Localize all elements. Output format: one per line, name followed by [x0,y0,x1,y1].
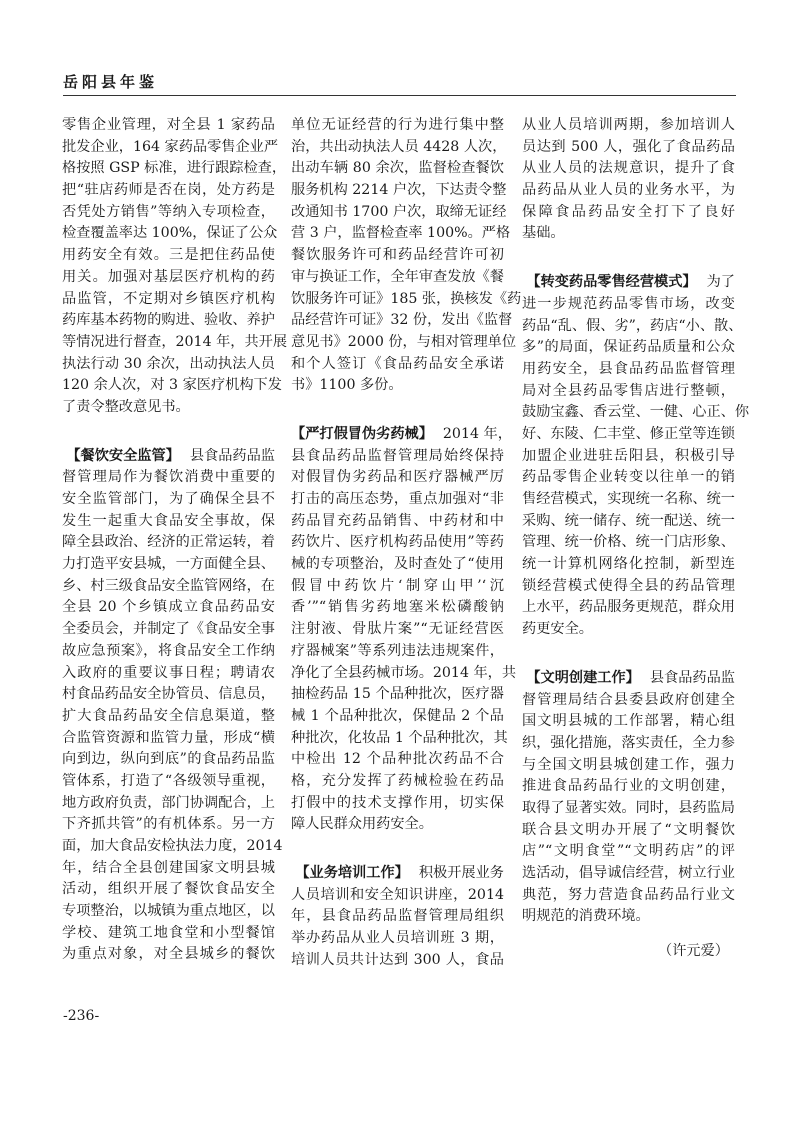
line-text: 零售企业管理，对全县 1 家药品 [62,117,275,133]
line-text: 统一计算机网络化控制，新型连 [522,556,735,573]
section-heading: 【业务培训工作】 [295,865,409,881]
text-line [522,885,735,907]
text-line [62,180,275,202]
line-text: 格按照 GSP 标准，进行跟踪检查， [62,160,287,177]
text-line [62,397,275,419]
text-line [62,901,275,923]
text-line [291,663,517,685]
line-text: 取得了显著实效。同时，县药监局 [522,799,735,816]
line-text: 对假冒伪劣药品和医疗器械严厉 [291,469,504,486]
text-line [291,375,504,397]
text-line [522,554,735,576]
column-1 [62,115,288,993]
text-line [62,115,275,137]
line-text: 多”的局面，保证药品质量和公众 [522,339,735,356]
line-text: 年，结合全县创建国家文明县城 [62,859,275,876]
line-text: 用药安全有效。三是把住药品使 [62,247,275,264]
line-text: 人员培训和安全知识讲座，2014 [291,886,504,903]
text-line [62,597,275,619]
text-line [62,245,275,267]
text-line [291,511,504,533]
text-line [291,332,517,354]
line-text: 了责令整改意见书。 [62,398,190,415]
line-text: 典范，努力营造食品药品行业文 [522,886,735,903]
line-text: 督管理局结合县委县政府创建全 [522,691,735,708]
text-line [62,467,275,489]
line-text: 故应急预案》，将食品安全工作纳 [62,642,275,659]
line-text: 员达到 500 人，强化了食品药品 [522,138,735,155]
line-text: 药更安全。 [522,621,593,638]
text-line [62,158,287,180]
line-text: 审与换证工作，全年审查发放《餐 [291,268,504,285]
line-text: 乡、村三级食品安全监管网络，在 [62,577,275,594]
paragraph [62,446,283,967]
line-text: 从业人员培训两期，参加培训人 [522,117,735,133]
text-line [62,310,275,332]
line-text: 与全国文明县城创建工作，强力 [522,756,735,773]
line-text: 入政府的重要议事日程；聘请农 [62,664,275,681]
text-line [291,863,504,885]
line-text: 用关。加强对基层医疗机构的药 [62,268,275,285]
line-text: 意见书》2000 份，与相对管理单位 [291,333,517,350]
paragraph [522,115,735,245]
line-text: 假冒中药饮片‘制穿山甲’‘沉 [291,577,504,594]
line-text: 售经营模式，实现统一名称、统一 [522,491,735,507]
line-text: 品监管，不定期对乡镇医疗机构 [62,290,275,307]
line-text: 店”“文明食堂”“文明药店”的评 [522,843,735,860]
text-line [291,532,504,554]
text-line [522,294,735,316]
text-line [62,793,275,815]
text-line [291,489,504,511]
page-number: -236- [63,1008,100,1024]
text-line [291,906,504,928]
line-text: 地方政府负责，部门协调配合，上 [62,794,275,811]
text-line [62,728,275,750]
text-line [522,115,735,137]
line-text: 检查覆盖率达 100%，保证了公众 [62,225,278,242]
line-text: 为重点对象，对全县城乡的餐饮 [62,946,275,963]
text-line [62,532,275,554]
line-text: 械 1 个品种批次，保健品 2 个品 [291,707,504,724]
text-line [291,641,504,663]
line-text: 种批次，化妆品 1 个品种批次，其 [291,729,508,746]
line-text: 抽检药品 15 个品种批次，医疗器 [291,686,504,703]
text-line [522,202,735,224]
text-line [522,820,735,842]
text-line [62,202,275,224]
line-text: 把“驻店药师是否在岗，处方药是 [62,182,275,199]
line-text: 治，共出动执法人员 4428 人次， [291,138,507,155]
line-text: 和个人签订《食品药品安全承诺 [291,355,504,372]
text-line [522,402,750,424]
section-heading: 【餐饮安全监管】 [66,447,180,464]
text-line [522,906,735,928]
author-credit: （许元爱） [658,943,729,960]
line-text: 年，县食品药品监督管理局组织 [291,908,504,925]
line-text: 力打造平安县城，一方面健全县、 [62,556,275,573]
text-line [62,489,275,511]
line-text: 改通知书 1700 户次，取缔无证经 [291,203,507,220]
text-line [522,158,735,180]
text-line [522,272,735,294]
text-line [522,619,735,641]
text-line [62,576,275,598]
paragraph [62,115,288,419]
line-text: 障全县政治、经济的正常运转，着 [62,534,275,551]
line-text: 向到边，纵向到底”的食品药品监 [62,751,275,768]
text-line [522,576,735,598]
text-line [62,354,275,376]
text-line [291,158,504,180]
paragraph [291,424,517,836]
text-line [62,706,275,728]
text-line [522,381,735,403]
line-text: 专项整治，以城镇为重点地区，以 [62,903,275,920]
line-text: 药品零售企业转变以往单一的销 [522,469,735,486]
text-line [522,597,735,619]
line-text: 注射液、骨肽片案”“无证经营医 [291,621,504,638]
line-text: 锁经营模式使得全县的药品管理 [522,577,735,594]
text-line [522,755,735,777]
line-text: 活动，组织开展了餐饮食品安全 [62,881,275,898]
text-line [62,267,275,289]
text-line [522,668,735,690]
text-line [291,554,504,576]
text-line [522,532,735,554]
text-line [62,289,275,311]
text-line [522,733,735,755]
text-line [291,950,504,972]
text-line [291,597,504,619]
line-text: 督管理局作为餐饮消费中重要的 [62,469,275,486]
line-text: 品药品从业人员的业务水平，为 [522,182,735,199]
text-line [291,885,504,907]
line-text: 选活动，倡导诚信经营，树立行业 [522,865,735,881]
text-line [62,858,275,880]
line-text: 净化了全县药械市场。2014 年，共 [291,664,517,681]
text-line [522,841,735,863]
line-text: 饮服务许可证》185 张，换核发《药 [291,290,522,307]
line-text: 等情况进行督查，2014 年，共开展 [62,333,288,350]
line-text: 否凭处方销售”等纳入专项检查， [62,203,275,220]
text-line [291,706,504,728]
line-text: 2014 年， [442,425,512,442]
text-line [291,576,504,598]
text-line [522,424,735,446]
line-text: 面，加大食品安检执法力度，2014 [62,838,283,854]
line-text: 管体系，打造了“各级领导重视， [62,772,275,789]
text-line [522,690,735,712]
text-line [291,446,504,468]
text-line [62,619,275,641]
line-text: 村食品药品安全协管员、信息员， [62,686,275,703]
text-line [522,137,735,159]
line-text: 中检出 12 个品种批次药品不合 [291,751,504,768]
line-text: 从业人员的法规意识，提升了食 [522,160,735,177]
text-line [291,202,507,224]
text-line [62,684,275,706]
text-line [62,879,275,901]
line-text: 鼓励宝鑫、香云堂、一健、心正、你 [522,404,750,421]
line-text: 打击的高压态势，重点加强对“非 [291,491,504,507]
line-text: 疗器械案”等系列违法违规案件， [291,642,504,659]
text-line [522,359,735,381]
header-rule [63,95,736,96]
text-line [291,115,504,137]
line-text: 服务机构 2214 户次，下达责令整 [291,182,507,199]
text-line [62,332,288,354]
text-line [522,489,735,511]
text-line [522,863,735,885]
line-text: 保障食品药品安全打下了良好 [522,203,735,220]
text-line [291,137,507,159]
line-text: 出动车辆 80 余次，监督检查餐饮 [291,160,504,177]
line-text: 好、东陵、仁丰堂、修正堂等连锁 [522,425,735,442]
text-line [522,316,743,338]
text-line [62,923,275,945]
line-text: 120 余人次，对 3 家医疗机构下发 [62,377,282,394]
text-line [62,137,279,159]
line-text: 下齐抓共管”的有机体系。另一方 [62,816,275,833]
section-heading: 【转变药品零售经营模式】 [526,274,697,291]
column-2 [291,115,522,998]
text-line [291,728,508,750]
text-line [291,619,504,641]
line-text: 扩大食品药品安全信息渠道，整 [62,707,275,724]
text-line [62,641,275,663]
line-text: 药品冒充药品销售、中药材和中 [291,512,504,529]
line-text: 用药安全，县食品药品监督管理 [522,360,735,377]
text-line [62,814,275,836]
line-text: 为了 [706,274,735,291]
paragraph [291,863,504,971]
text-line [62,836,283,858]
line-text: 营 3 户，监督检查率 100%。严格 [291,225,511,242]
text-line [522,511,735,533]
line-text: 格，充分发挥了药械检验在药品 [291,772,504,789]
line-text: 采购、统一储存、统一配送、统一 [522,512,735,529]
text-line [291,928,504,950]
text-line [291,245,504,267]
line-text: 批发企业，164 家药品零售企业严 [62,138,279,155]
text-line [522,337,735,359]
section-heading: 【严打假冒伪劣药械】 [291,425,433,442]
text-line [291,814,504,836]
line-text: 药库基本药物的购进、验收、养护 [62,312,275,329]
line-text: 培训人员共计达到 300 人，食品 [291,951,504,968]
paragraph [291,115,522,397]
paragraph [522,668,735,928]
line-text: 县食品药品监 [649,669,735,686]
text-line [522,798,735,820]
line-text: 打假中的技术支撑作用，切实保 [291,794,504,811]
text-line [291,267,504,289]
line-text: 安全监管部门，为了确保全县不 [62,491,275,507]
line-text: 学校、建筑工地食堂和小型餐馆 [62,924,275,941]
text-line [522,711,735,733]
text-line [522,467,735,489]
line-text: 障人民群众用药安全。 [291,816,433,833]
line-text: 进一步规范药品零售市场，改变 [522,295,735,312]
line-text: 书》1100 多份。 [291,377,403,394]
line-text: 单位无证经营的行为进行集中整 [291,117,504,133]
text-line [62,663,275,685]
line-text: 联合县文明办开展了“文明餐饮 [522,821,735,838]
text-line [291,223,511,245]
text-line [291,793,504,815]
line-text: 织，强化措施，落实责任，全力参 [522,734,735,751]
line-text: 上水平，药品服务更规范，群众用 [522,599,735,616]
text-line [522,180,735,202]
line-text: 香’”“销售劣药地塞米松磷酸钠 [291,599,504,616]
line-text: 药饮片、医疗机构药品使用”等药 [291,534,504,551]
line-text: 举办药品从业人员培训班 3 期， [291,930,504,947]
line-text: 全委员会，并制定了《食品安全事 [62,621,275,638]
line-text: 品经营许可证》32 份，发出《监督 [291,312,513,329]
line-text: 局对全县药品零售店进行整顿， [522,382,735,399]
line-text: 餐饮服务许可和药品经营许可初 [291,247,504,264]
text-line [291,180,507,202]
line-text: 管理、统一价格、统一门店形象、 [522,534,735,551]
line-text: 明规范的消费环境。 [522,908,650,925]
text-line [62,446,275,468]
line-text: 药品“乱、假、劣”，药店“小、散、 [522,317,743,334]
text-line [522,223,735,245]
text-line [62,223,278,245]
line-text: 积极开展业务 [418,865,504,881]
line-text: 发生一起重大食品安全事故，保 [62,512,275,529]
line-text: 全县 20 个乡镇成立食品药品安 [62,599,275,616]
line-text: 械的专项整治，及时查处了“使用 [291,556,504,573]
text-line [62,771,275,793]
line-text: 合监管资源和监管力量，形成“横 [62,729,275,746]
line-text: 执法行动 30 余次，出动执法人员 [62,355,275,372]
paragraph [522,272,750,641]
line-text: 县食品药品监 [189,447,275,464]
text-line [291,771,504,793]
text-line [291,684,504,706]
line-text: 推进食品药品行业的文明创建， [522,778,735,795]
text-line [62,511,275,533]
line-text: 县食品药品监督管理局始终保持 [291,447,504,464]
text-line [62,375,282,397]
section-heading: 【文明创建工作】 [526,669,640,686]
text-line [291,354,504,376]
text-line [291,289,522,311]
line-text: 基础。 [522,225,565,242]
text-line [522,446,735,468]
text-line [291,424,512,446]
text-line [62,554,275,576]
column-3 [522,115,750,963]
text-line [291,749,504,771]
text-line [522,776,735,798]
line-text: 国文明县城的工作部署，精心组 [522,713,735,730]
text-line [291,310,513,332]
running-head-title: 岳阳县年鉴 [63,73,159,91]
text-line [62,749,275,771]
text-line [62,944,275,966]
line-text: 加盟企业进驻岳阳县，积极引导 [522,447,735,464]
text-line [291,467,504,489]
